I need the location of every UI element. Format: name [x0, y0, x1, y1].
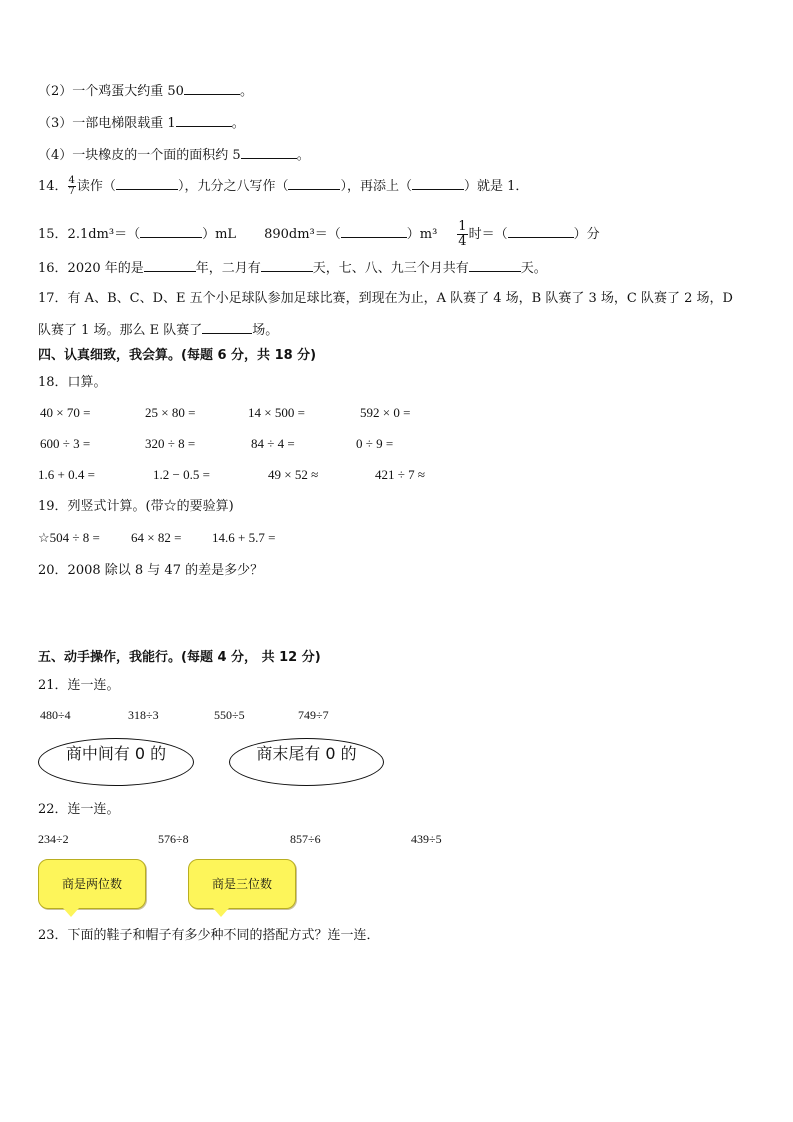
calc-item: 421 ÷ 7 ≈ — [375, 467, 426, 482]
answer-blank[interactable] — [508, 225, 574, 238]
answer-blank[interactable] — [261, 259, 313, 272]
calc-item: 600 ÷ 3 = — [40, 436, 91, 451]
calc-item: 1.6 + 0.4 = — [38, 467, 95, 482]
oval-quotient-middle-zero[interactable]: 商中间有 0 的 — [38, 738, 194, 786]
q16: 16．2020 年的是 年，二月有 天，七、八、九三个月共有 天。 — [38, 261, 547, 276]
q17-line-1: 17．有 A、B、C、D、E 五个小足球队参加足球比赛，到现在为止，A 队赛了 4 场，B 队赛了 3 场，C 队赛了 2 场，D — [38, 291, 733, 306]
q15: 15．2.1dm³＝（ ）mL 890dm³＝（ ）m³ $\frac{1}{4}$ 时＝（ ）分 — [38, 219, 600, 249]
calc-item: ☆504 ÷ 8 = — [38, 530, 100, 545]
answer-blank[interactable] — [341, 225, 407, 238]
calc-item: 1.2 − 0.5 = — [153, 467, 210, 482]
calc-item: 320 ÷ 8 = — [145, 436, 196, 451]
q14: 14． $\frac{4}{7}$ 读作（ ），九分之八写作（ ），再添上（ ）就是 1． — [38, 175, 529, 197]
calc-item: 40 × 70 = — [40, 405, 91, 420]
bubble-tail — [63, 908, 79, 917]
calc-item: 14.6 + 5.7 = — [212, 530, 276, 545]
q22-title: 22．连一连。 — [38, 802, 120, 817]
answer-blank[interactable] — [202, 321, 252, 334]
answer-blank[interactable] — [144, 259, 196, 272]
bubble-three-digit-quotient[interactable] — [188, 859, 296, 909]
answer-blank[interactable] — [184, 82, 240, 95]
fraction: $\frac{1}{4}$ — [458, 219, 467, 249]
calc-item: 14 × 500 = — [248, 405, 305, 420]
q20-title: 20．2008 除以 8 与 47 的差是多少？ — [38, 563, 264, 578]
answer-blank[interactable] — [241, 146, 297, 159]
q18-title: 18．口算。 — [38, 375, 107, 390]
q13-item-2: （2）一个鸡蛋大约重 50 。 — [38, 84, 253, 99]
calc-item: 64 × 82 = — [131, 530, 182, 545]
division-item[interactable]: 439÷5 — [411, 832, 442, 846]
calc-item: 25 × 80 = — [145, 405, 196, 420]
calc-item: 592 × 0 = — [360, 405, 411, 420]
calc-item: 49 × 52 ≈ — [268, 467, 319, 482]
calc-item: 84 ÷ 4 = — [251, 436, 295, 451]
answer-blank[interactable] — [469, 259, 521, 272]
q17-line-2: 队赛了 1 场。那么 E 队赛了 场。 — [38, 323, 279, 338]
bubble-label: 商是三位数 — [211, 877, 272, 891]
division-item[interactable]: 234÷2 — [38, 832, 69, 846]
division-item[interactable]: 480÷4 — [40, 708, 71, 722]
division-item[interactable]: 749÷7 — [298, 708, 329, 722]
q23-title: 23．下面的鞋子和帽子有多少种不同的搭配方式？连一连． — [38, 928, 380, 943]
answer-blank[interactable] — [116, 177, 178, 190]
bubble-tail — [213, 908, 229, 917]
q19-title: 19．列竖式计算。(带☆的要验算) — [38, 499, 234, 514]
division-item[interactable]: 318÷3 — [128, 708, 159, 722]
division-item[interactable]: 576÷8 — [158, 832, 189, 846]
bubble-two-digit-quotient[interactable] — [38, 859, 146, 909]
answer-blank[interactable] — [140, 225, 202, 238]
section-4-title: 四、认真细致，我会算。(每题 6 分，共 18 分) — [38, 348, 317, 363]
bubble-label: 商是两位数 — [61, 877, 122, 891]
section-5-title: 五、动手操作，我能行。(每题 4 分， 共 12 分) — [38, 650, 321, 665]
q21-title: 21．连一连。 — [38, 678, 120, 693]
answer-blank[interactable] — [288, 177, 340, 190]
q13-item-3: （3）一部电梯限载重 1 。 — [38, 116, 245, 131]
division-item[interactable]: 550÷5 — [214, 708, 245, 722]
fraction: $\frac{4}{7}$ — [68, 175, 75, 197]
answer-blank[interactable] — [412, 177, 464, 190]
q13-item-4: （4）一块橡皮的一个面的面积约 5 。 — [38, 148, 310, 163]
oval-quotient-end-zero[interactable]: 商末尾有 0 的 — [229, 738, 384, 786]
answer-blank[interactable] — [176, 114, 232, 127]
calc-item: 0 ÷ 9 = — [356, 436, 394, 451]
division-item[interactable]: 857÷6 — [290, 832, 321, 846]
